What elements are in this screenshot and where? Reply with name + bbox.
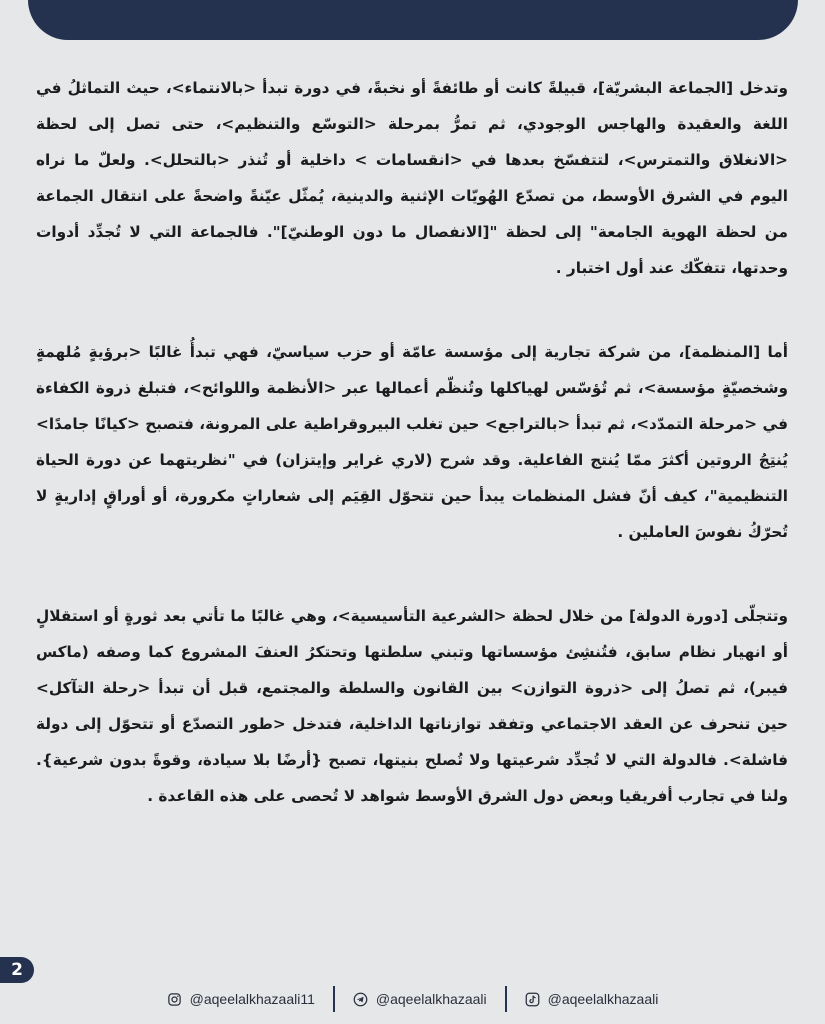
article-body bbox=[36, 70, 788, 862]
tiktok-link[interactable] bbox=[525, 991, 659, 1007]
telegram-handle: @aqeelalkhazaali bbox=[375, 991, 487, 1007]
paragraph-organization: أما [المنظمة]، من شركة تجارية إلى مؤسسة عامّة أو حزب سياسيّ، فهي تبدأُ غالبًا <برؤيةٍ مُلهمةٍ وشخصيّةٍ مؤسسة>، ثم تُؤسّس لهياكلها وتُنظّم أعمالها عبر <الأنظمة واللوائح>، فتبلغ ذروة الكفاءة في <مرحلة التمدّد>، ثم تبدأ <بالتراجع> حين تغلب البيروقراطية على المرونة، فتصبح <كيانًا جامدًا> يُنتِجُ الروتين أكثرَ ممّا يُنتج الفاعلية. وقد شرح (لاري غراير وإيتزان) في "نظريتهما عن دورة الحياة التنظيمية"، كيف أنّ فشل المنظمات يبدأ حين تتحوّل القِيَم إلى شعاراتٍ مكرورة، أو أوراقٍ إداريةٍ لا تُحرّكُ نفوسَ العاملين . bbox=[36, 343, 788, 541]
telegram-link[interactable] bbox=[353, 991, 487, 1007]
instagram-handle: @aqeelalkhazaali11 bbox=[189, 991, 315, 1007]
page-number: 2 bbox=[0, 957, 34, 983]
paragraph-state: وتتجلّى [دورة الدولة] من خلال لحظة <الشرعية التأسيسية>، وهي غالبًا ما تأتي بعد ثورةٍ أو استقلالٍ أو انهيار نظام سابق، فتُنشِئ مؤسساتها وتبني سلطتها وتحتكرُ العنفَ المشروع كما وصفه (ماكس فيبر)، ثم تصلُ إلى <ذروة التوازن> بين القانون والسلطة والمجتمع، قبل أن تبدأ <رحلة التآكل> حين تنحرف عن العقد الاجتماعي وتفقد توازناتها الداخلية، فتدخل <طور التصدّع أو تتحوّل إلى دولة فاشلة>. فالدولة التي لا تُجدِّد شرعيتها ولا تُصلح بنيتها، تصبح {أرضًا بلا سيادة، وقوةً بدون شرعية}. ولنا في تجارب أفريقيا وبعض دول الشرق الأوسط شواهد لا تُحصى على هذه القاعدة . bbox=[36, 607, 788, 805]
paragraph-group: وتدخل [الجماعة البشريّة]، قبيلةً كانت أو طائفةً أو نخبةً، في دورة تبدأ <بالانتماء>، حيث التماثلُ في اللغة والعقيدة والهاجس الوجودي، ثم تمرُّ بمرحلة <التوسّع والتنظيم>، حتى تصل إلى لحظة <الانغلاق والتمترس>، لتتفسّخ بعدها في <انقسامات > داخلية أو تُنذر <بالتحلل>. ولعلّ ما نراه اليوم في الشرق الأوسط، من تصدّع الهُويّات الإثنية والدينية، يُمثّل عيّنةً واضحةً على انتقال الجماعة من لحظة الهوية الجامعة" إلى لحظة "[الانفصال ما دون الوطنيّ]". فالجماعة التي لا تُجدِّد أدوات وحدتها، تتفكّك عند أول اختبار . bbox=[36, 79, 788, 277]
footer-separator bbox=[505, 986, 507, 1012]
footer-separator bbox=[333, 986, 335, 1012]
top-banner bbox=[28, 0, 798, 40]
instagram-link[interactable] bbox=[167, 991, 315, 1007]
telegram-icon bbox=[353, 992, 368, 1007]
tiktok-handle: @aqeelalkhazaali bbox=[547, 991, 659, 1007]
instagram-icon bbox=[167, 992, 182, 1007]
tiktok-icon bbox=[525, 992, 540, 1007]
social-footer bbox=[33, 974, 793, 1024]
